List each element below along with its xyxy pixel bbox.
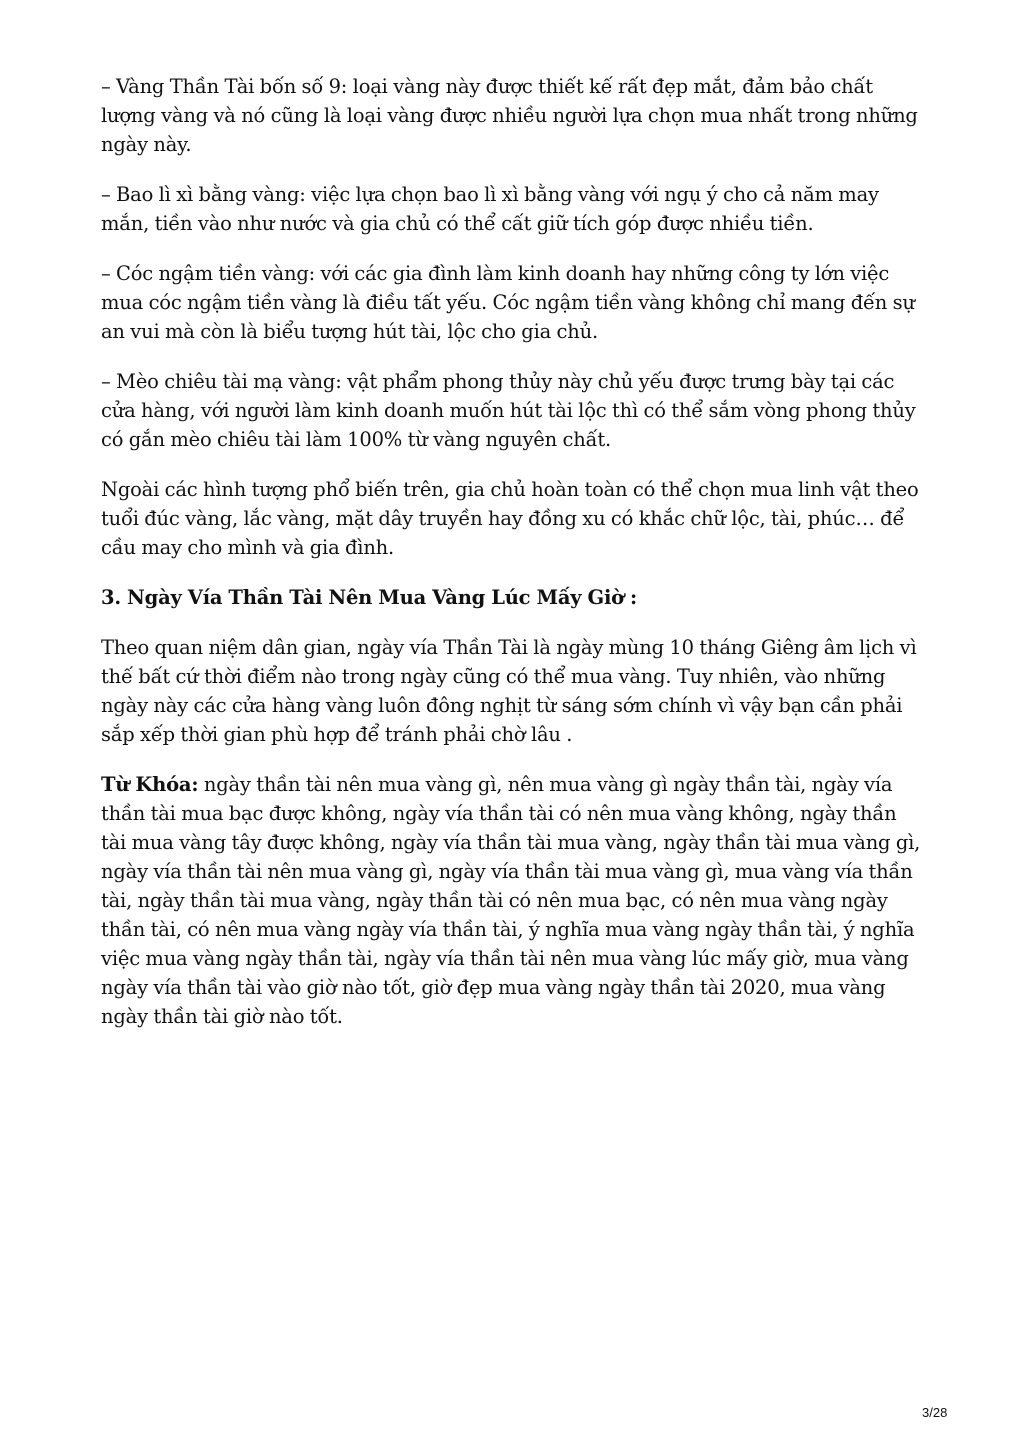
section-heading: 3. Ngày Vía Thần Tài Nên Mua Vàng Lúc Mấy Giờ : bbox=[101, 586, 638, 609]
page-number: 3/28 bbox=[922, 1405, 948, 1420]
paragraph-gold-999: – Vàng Thần Tài bốn số 9: loại vàng này được thiết kế rất đẹp mắt, đảm bảo chất lượng vàng và nó cũng là loại vàng được nhiều người lựa chọn mua nhất trong những ngày này. bbox=[101, 75, 918, 156]
paragraph-gold-toad: – Cóc ngậm tiền vàng: với các gia đình làm kinh doanh hay những công ty lớn việc mua cóc ngậm tiền vàng là điều tất yếu. Cóc ngậm tiền vàng không chỉ mang đến sự an vui mà còn là biểu tượng hút tài, lộc cho gia chủ. bbox=[101, 262, 915, 343]
paragraph-other-mascots: Ngoài các hình tượng phổ biến trên, gia chủ hoàn toàn có thể chọn mua linh vật theo tuổi đúc vàng, lắc vàng, mặt dây truyền hay đồng xu có khắc chữ lộc, tài, phúc… để cầu may cho mình và gia đình. bbox=[101, 478, 919, 559]
keywords-label: Từ Khóa: bbox=[101, 773, 199, 796]
paragraph-lucky-cat: – Mèo chiêu tài mạ vàng: vật phẩm phong thủy này chủ yếu được trưng bày tại các cửa hàng, với người làm kinh doanh muốn hút tài lộc thì có thể sắm vòng phong thủy có gắn mèo chiêu tài làm 100% từ vàng nguyên chất. bbox=[101, 370, 916, 451]
keywords-text: ngày thần tài nên mua vàng gì, nên mua vàng gì ngày thần tài, ngày vía thần tài mua bạc được không, ngày vía thần tài có nên mua vàng không, ngày thần tài mua vàng tây được không, ngày vía thần tài mua vàng, ngày thần tài mua vàng gì, ngày vía thần tài nên mua vàng gì, ngày vía thần tài mua vàng gì, mua vàng vía thần tài, ngày thần tài mua vàng, ngày thần tài có nên mua bạc, có nên mua vàng ngày thần tài, có nên mua vàng ngày vía thần tài, ý nghĩa mua vàng ngày thần tài, ý nghĩa việc mua vàng ngày thần tài, ngày vía thần tài nên mua vàng lúc mấy giờ, mua vàng ngày vía thần tài vào giờ nào tốt, giờ đẹp mua vàng ngày thần tài 2020, mua vàng ngày thần tài giờ nào tốt. bbox=[101, 773, 921, 1028]
paragraph-gold-envelope: – Bao lì xì bằng vàng: việc lựa chọn bao lì xì bằng vàng với ngụ ý cho cả năm may mắn, tiền vào như nước và gia chủ có thể cất giữ tích góp được nhiều tiền. bbox=[101, 183, 879, 235]
document-body bbox=[101, 72, 925, 1052]
keywords-paragraph bbox=[101, 770, 925, 1031]
paragraph-buying-time: Theo quan niệm dân gian, ngày vía Thần Tài là ngày mùng 10 tháng Giêng âm lịch vì thế bất cứ thời điểm nào trong ngày cũng có thể mua vàng. Tuy nhiên, vào những ngày này các cửa hàng vàng luôn đông nghịt từ sáng sớm chính vì vậy bạn cần phải sắp xếp thời gian phù hợp để tránh phải chờ lâu . bbox=[101, 636, 917, 746]
